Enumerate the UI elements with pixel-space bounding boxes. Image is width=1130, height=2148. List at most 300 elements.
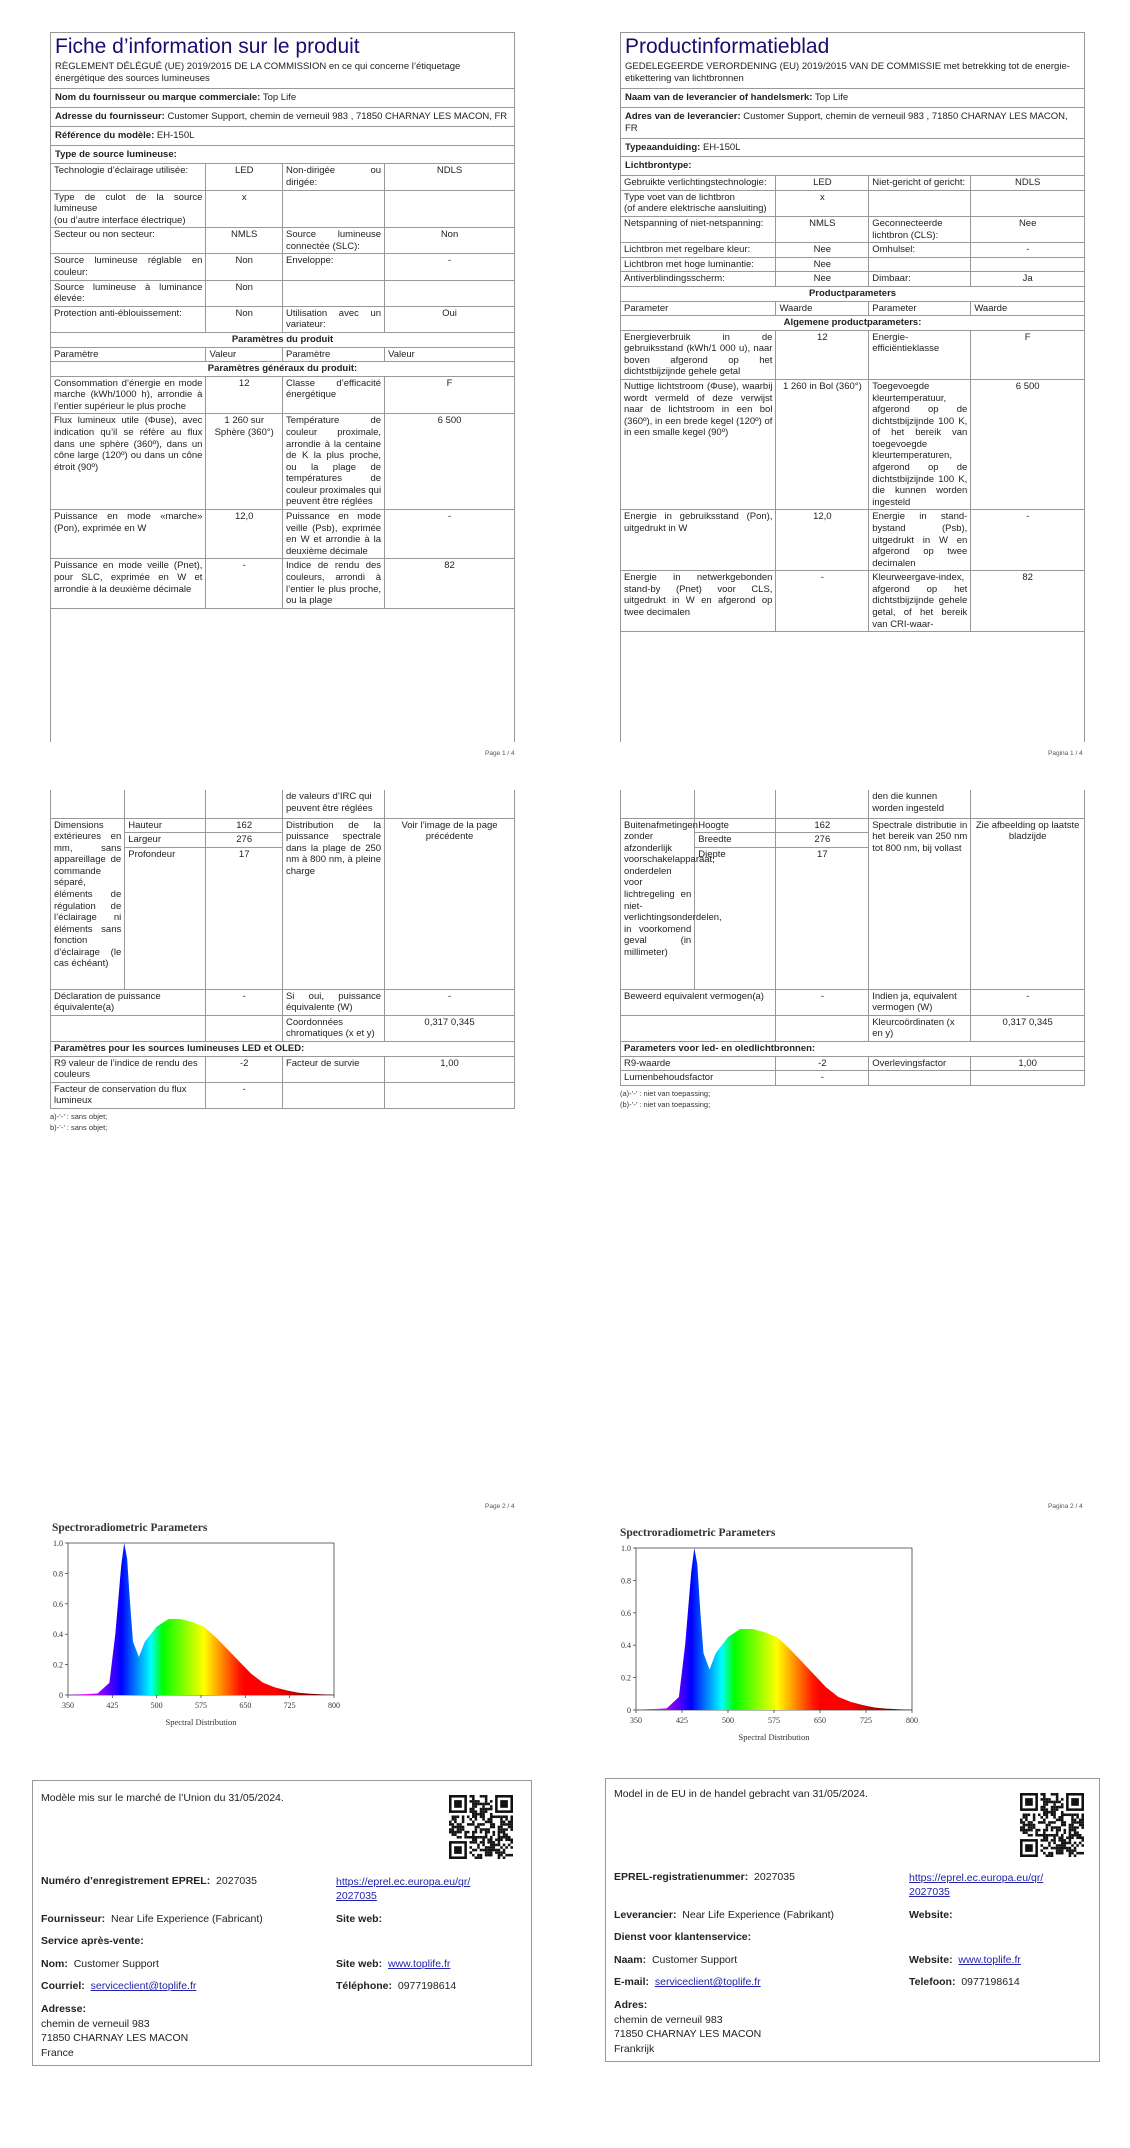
fr-g4-label: Puissance en mode veille (Pnet), pour SLC, exprimée en W et arrondie à la deuxième décimale xyxy=(51,559,206,608)
nl-supplier-value: Top Life xyxy=(814,91,849,103)
nl-contact-card xyxy=(605,1778,1100,2062)
nl-supplier-card-row xyxy=(614,1909,834,1922)
x-tick-label: 725 xyxy=(860,1716,872,1725)
spectrum-chart-nl xyxy=(608,1540,918,1750)
x-tick-label: 500 xyxy=(150,1701,163,1710)
nl-eq-value: - xyxy=(776,989,869,1015)
nl-r1-label2: Niet-gericht of gericht: xyxy=(869,176,971,191)
fr-r3-value: NMLS xyxy=(206,228,283,254)
fr-g3-label: Puissance en mode «marche» (Pon), exprimée en W xyxy=(51,510,206,559)
fr-r1-label: Technologie d’éclairage utilisée: xyxy=(51,164,206,190)
y-tick-label: 0.2 xyxy=(621,1673,631,1683)
nl-addr2: 71850 CHARNAY LES MACON xyxy=(614,2028,762,2041)
x-tick-label: 575 xyxy=(768,1716,780,1725)
fr-web2-label: Site web: xyxy=(336,1958,383,1970)
fr-ph-0: Paramètre xyxy=(51,347,206,362)
fr-page-number-1: Page 1 / 4 xyxy=(485,750,515,757)
fr-mail-label: Courriel: xyxy=(41,1980,85,1992)
table-row xyxy=(51,790,515,818)
fr-g1-value: 12 xyxy=(206,376,283,414)
nl-dim-label: Buitenafmetingen zonder afzonderlijk voorschakelapparaat, onderdelen voor lichtregeling en niet-verlichtingsonderdelen, in voorkomend geval (in millimeter) xyxy=(621,818,695,989)
fr-g4-value: - xyxy=(206,559,283,608)
nl-g3-value2: - xyxy=(971,510,1085,571)
nl-dim-width-value: 276 xyxy=(776,833,869,848)
nl-web2-row xyxy=(909,1954,1021,1967)
fr-web2-row xyxy=(336,1958,450,1971)
nl-title: Productinformatieblad xyxy=(625,35,830,58)
fr-r3-label: Secteur ou non secteur: xyxy=(51,228,206,254)
fr-p2-top: de valeurs d’IRC qui peuvent être réglées xyxy=(282,790,384,818)
table-row xyxy=(51,510,515,559)
empty-cell xyxy=(971,1071,1085,1086)
fr-g4-value2: 82 xyxy=(385,559,515,608)
fr-address-block-label: Adresse: xyxy=(41,2003,86,2015)
table-row xyxy=(621,510,1085,571)
nl-xy-value: 0,317 0,345 xyxy=(971,1015,1085,1041)
fr-r4-value2: - xyxy=(385,254,515,280)
nl-r3-value2: Nee xyxy=(971,217,1085,243)
fr-dim-width-value: 276 xyxy=(206,833,283,848)
fr-dim-height-value: 162 xyxy=(206,818,283,833)
fr-dim-depth-value: 17 xyxy=(206,847,283,989)
fr-card-supplier-value: Near Life Experience (Fabricant) xyxy=(111,1913,263,1925)
x-tick-label: 725 xyxy=(283,1701,296,1710)
fr-service-heading xyxy=(41,1935,144,1948)
y-tick-label: 0.6 xyxy=(621,1608,631,1618)
y-tick-label: 1.0 xyxy=(621,1544,631,1553)
table-row xyxy=(621,272,1085,287)
fr-model-label: Référence du modèle: xyxy=(55,129,155,141)
nl-r2-label-b: (of andere elektrische aansluiting) xyxy=(624,203,767,215)
fr-g1-value2: F xyxy=(385,376,515,414)
table-row xyxy=(621,818,1085,833)
fr-g3-value: 12,0 xyxy=(206,510,283,559)
x-tick-label: 350 xyxy=(62,1701,74,1710)
nl-eprel-label: EPREL-registratienummer: xyxy=(614,1871,749,1883)
fr-supplier-value: Top Life xyxy=(262,91,297,103)
nl-tel-row xyxy=(909,1976,1020,1989)
fr-r9-value: -2 xyxy=(206,1056,283,1082)
nl-g4-label2: Kleurweergave-index, afgerond op het dichtstbijzijnde gehele getal, of het bereik van CRI-waar- xyxy=(869,571,971,632)
nl-eprel-link[interactable]: https://eprel.ec.europa.eu/qr/2027035 xyxy=(909,1872,1044,1899)
fr-r1-label2: Non-dirigée ou dirigée: xyxy=(282,164,384,190)
fr-name-row xyxy=(41,1958,159,1971)
fr-r2-label-a: Type de culot de la source lumineuse xyxy=(54,191,203,215)
nl-address-block xyxy=(614,1998,761,2057)
nl-r9-value: -2 xyxy=(776,1056,869,1071)
fr-general-title: Paramètres généraux du produit: xyxy=(51,362,515,377)
fr-g2-value: 1 260 sur Sphère (360°) xyxy=(206,414,283,510)
x-axis-label: Spectral Distribution xyxy=(165,1717,237,1727)
nl-r6-value: Nee xyxy=(776,272,869,287)
fr-r6-value: Non xyxy=(206,306,283,332)
nl-spd-value: Zie afbeelding op laatste bladzijde xyxy=(971,818,1085,989)
fr-r1-value2: NDLS xyxy=(385,164,515,190)
table-row xyxy=(621,316,1085,331)
nl-regulation: GEDELEGEERDE VERORDENING (EU) 2019/2015 VAN DE COMMISSIE met betrekking tot de energie-etikettering van lichtbronnen xyxy=(621,61,1084,89)
fr-email-link[interactable]: serviceclient@toplife.fr xyxy=(90,1980,197,1992)
table-row xyxy=(51,306,515,332)
empty-cell xyxy=(206,790,283,818)
nl-address-block-label: Adres: xyxy=(614,1999,648,2011)
fr-website-link[interactable]: www.toplife.fr xyxy=(387,1958,451,1970)
nl-email-link[interactable]: serviceclient@toplife.fr xyxy=(654,1976,761,1988)
fr-lumen-label: Facteur de conservation du flux lumineux xyxy=(51,1082,206,1108)
nl-g3-label2: Energie in stand-bystand (Psb), uitgedrukt in W en afgerond op twee decimalen xyxy=(869,510,971,571)
empty-cell xyxy=(869,1071,971,1086)
fr-footnote-a: a)-’-’ : sans objet; xyxy=(50,1111,108,1121)
y-tick-label: 0 xyxy=(59,1691,63,1700)
table-row xyxy=(51,164,515,190)
fr-r3-label2: Source lumineuse connectée (SLC): xyxy=(282,228,384,254)
fr-ph-2: Paramètre xyxy=(282,347,384,362)
nl-r5-label: Lichtbron met hoge luminantie: xyxy=(621,257,776,272)
table-row xyxy=(51,254,515,280)
fr-table-page2 xyxy=(50,790,515,1109)
fr-r5-label: Source lumineuse à luminance élevée: xyxy=(51,280,206,306)
nl-eprel-row xyxy=(614,1871,795,1884)
empty-cell xyxy=(776,790,869,818)
nl-r1-label: Gebruikte verlichtingstechnologie: xyxy=(621,176,776,191)
fr-spd-label: Distribution de la puissance spectrale dans la plage de 250 nm à 800 nm, à pleine charge xyxy=(282,818,384,989)
table-row xyxy=(51,376,515,414)
table-row xyxy=(51,332,515,347)
nl-r2-label-a: Type voet van de lichtbron xyxy=(624,191,735,203)
nl-r3-value: NMLS xyxy=(776,217,869,243)
fr-r5-value: Non xyxy=(206,280,283,306)
chart-title-nl: Spectroradiometric Parameters xyxy=(620,1527,776,1539)
fr-sheet-page2 xyxy=(50,790,515,1133)
empty-cell xyxy=(125,790,206,818)
nl-eq2-value: - xyxy=(971,989,1085,1015)
x-tick-label: 500 xyxy=(722,1716,734,1725)
fr-r4-value: Non xyxy=(206,254,283,280)
x-tick-label: 650 xyxy=(814,1716,826,1725)
empty-cell xyxy=(971,190,1085,216)
nl-footnote-a: (a)-’-’ : niet van toepassing; xyxy=(620,1088,711,1098)
nl-g2-value2: 6 500 xyxy=(971,379,1085,509)
nl-card-supplier-value: Near Life Experience (Fabrikant) xyxy=(682,1909,835,1921)
nl-survival-label: Overlevingsfactor xyxy=(869,1056,971,1071)
nl-led-title: Parameters voor led- en oledlichtbronnen: xyxy=(621,1041,1085,1056)
nl-spd-label: Spectrale distributie in het bereik van 250 nm tot 800 nm, bij vollast xyxy=(869,818,971,989)
nl-model-label: Typeaanduiding: xyxy=(625,141,701,153)
fr-supplier-label: Nom du fournisseur ou marque commerciale: xyxy=(55,91,261,103)
fr-eq-value: - xyxy=(206,989,283,1015)
nl-r3-label: Netspanning of niet-netspanning: xyxy=(621,217,776,243)
nl-g1-label2: Energie-efficiëntieklasse xyxy=(869,330,971,379)
nl-supplier-label: Naam van de leverancier of handelsmerk: xyxy=(625,91,813,103)
empty-cell xyxy=(385,1082,515,1108)
y-tick-label: 0.4 xyxy=(621,1641,631,1651)
fr-dim-width-label: Largeur xyxy=(125,833,206,848)
table-row xyxy=(621,379,1085,509)
nl-g4-value: - xyxy=(776,571,869,632)
x-tick-label: 425 xyxy=(106,1701,119,1710)
table-row xyxy=(621,301,1085,316)
table-row xyxy=(621,217,1085,243)
nl-r3-label2: Geconnecteerde lichtbron (CLS): xyxy=(869,217,971,243)
nl-r4-value: Nee xyxy=(776,243,869,258)
nl-name-value: Customer Support xyxy=(651,1954,738,1966)
table-row xyxy=(51,190,515,228)
nl-r4-value2: - xyxy=(971,243,1085,258)
table-row xyxy=(621,176,1085,191)
fr-footnote-b: b)-’-’ : sans objet; xyxy=(50,1123,108,1133)
empty-cell xyxy=(385,190,515,228)
fr-website-label-text: Site web: xyxy=(336,1913,383,1925)
empty-cell xyxy=(282,190,384,228)
fr-ph-3: Valeur xyxy=(385,347,515,362)
table-row xyxy=(51,414,515,510)
table-row xyxy=(621,989,1085,1015)
nl-r5-value: Nee xyxy=(776,257,869,272)
table-row xyxy=(51,347,515,362)
nl-params-title: Productparameters xyxy=(621,286,1085,301)
fr-tel-value: 0977198614 xyxy=(397,1980,457,1992)
fr-card-supplier-label: Fournisseur: xyxy=(41,1913,106,1925)
nl-tel-label: Telefoon: xyxy=(909,1976,956,1988)
nl-mail-row xyxy=(614,1976,761,1989)
fr-addr2: 71850 CHARNAY LES MACON xyxy=(41,2032,189,2045)
fr-addr3: France xyxy=(41,2047,74,2060)
fr-dim-height-label: Hauteur xyxy=(125,818,206,833)
nl-r2-label xyxy=(621,190,776,216)
fr-eq2-value: - xyxy=(385,989,515,1015)
fr-g4-label2: Indice de rendu des couleurs, arrondi à l’entier le plus proche, ou la plage xyxy=(282,559,384,608)
empty-cell xyxy=(869,190,971,216)
nl-addr3: Frankrijk xyxy=(614,2043,655,2056)
nl-address-label: Adres van de leverancier: xyxy=(625,110,741,122)
nl-table-page1 xyxy=(620,175,1085,632)
fr-eq2-label: Si oui, puissance équivalente (W) xyxy=(282,989,384,1015)
fr-ph-1: Valeur xyxy=(206,347,283,362)
fr-address-value: Customer Support, chemin de verneuil 983 , 71850 CHARNAY LES MACON, FR xyxy=(167,110,508,122)
empty-cell xyxy=(971,790,1085,818)
table-row xyxy=(621,243,1085,258)
fr-model-row xyxy=(51,127,514,146)
fr-r2-label xyxy=(51,190,206,228)
fr-eprel-label: Numéro d’enregistrement EPREL: xyxy=(41,1875,211,1887)
nl-g3-value: 12,0 xyxy=(776,510,869,571)
fr-r1-value: LED xyxy=(206,164,283,190)
fr-supplier-card-row xyxy=(41,1913,263,1926)
nl-service-text: Dienst voor klantenservice: xyxy=(614,1931,752,1943)
nl-model-row xyxy=(621,139,1084,158)
y-tick-label: 0.6 xyxy=(53,1599,63,1609)
fr-led-title: Paramètres pour les sources lumineuses LED et OLED: xyxy=(51,1041,515,1056)
nl-supplier-row xyxy=(621,89,1084,108)
qr-code-icon xyxy=(1020,1793,1084,1857)
nl-page-number-2: Pagina 2 / 4 xyxy=(1048,1503,1083,1510)
table-row xyxy=(51,1041,515,1056)
fr-placed-on-market: Modèle mis sur le marché de l’Union du 31/05/2024. xyxy=(41,1792,284,1804)
fr-r2-label-b: (ou d’autre interface électrique) xyxy=(54,214,186,226)
nl-p2-top: den die kunnen worden ingesteld xyxy=(869,790,971,818)
fr-r6-value2: Oui xyxy=(385,306,515,332)
nl-lumen-label: Lumenbehoudsfactor xyxy=(621,1071,776,1086)
table-row xyxy=(621,257,1085,272)
x-tick-label: 800 xyxy=(328,1701,340,1710)
nl-website-label-text: Website: xyxy=(909,1909,953,1921)
fr-r6-label2: Utilisation avec un variateur: xyxy=(282,306,384,332)
nl-xy-label: Kleurcoördinaten (x en y) xyxy=(869,1015,971,1041)
table-row xyxy=(621,790,1085,818)
x-tick-label: 575 xyxy=(195,1701,207,1710)
nl-dim-height-value: 162 xyxy=(776,818,869,833)
nl-eq2-label: Indien ja, equivalent vermogen (W) xyxy=(869,989,971,1015)
nl-dim-depth-value: 17 xyxy=(776,847,869,989)
table-row xyxy=(621,1056,1085,1071)
fr-sheet-page1 xyxy=(50,32,515,742)
fr-page-number-2: Page 2 / 4 xyxy=(485,1503,515,1510)
nl-table-page2 xyxy=(620,790,1085,1086)
nl-sheet-page1 xyxy=(620,32,1085,742)
nl-ph-0: Parameter xyxy=(621,301,776,316)
nl-ph-1: Waarde xyxy=(776,301,869,316)
fr-model-value: EH-150L xyxy=(156,129,195,141)
table-row xyxy=(621,190,1085,216)
fr-tel-row xyxy=(336,1980,456,1993)
table-row xyxy=(621,571,1085,632)
nl-g1-label: Energieverbruik in de gebruiksstand (kWh/1 000 u), naar boven afgerond op het dichtstbijzijnde gehele getal xyxy=(621,330,776,379)
nl-source-type: Lichtbrontype: xyxy=(625,160,692,172)
nl-sheet-page2 xyxy=(620,790,1085,1110)
nl-card-supplier-label: Leverancier: xyxy=(614,1909,677,1921)
fr-tel-label: Téléphone: xyxy=(336,1980,393,1992)
fr-r6-label: Protection anti-éblouissement: xyxy=(51,306,206,332)
nl-service-heading xyxy=(614,1931,751,1944)
fr-mail-row xyxy=(41,1980,196,1993)
nl-tel-value: 0977198614 xyxy=(961,1976,1020,1988)
table-row xyxy=(51,1056,515,1082)
fr-name-value: Customer Support xyxy=(73,1958,159,1970)
nl-dim-height-label: Hoogte xyxy=(695,818,776,833)
y-tick-label: 0 xyxy=(627,1706,631,1715)
fr-dim-depth-label: Profondeur xyxy=(125,847,206,989)
table-row xyxy=(621,1071,1085,1086)
nl-g4-value2: 82 xyxy=(971,571,1085,632)
fr-eprel-row xyxy=(41,1875,257,1888)
empty-cell xyxy=(282,280,384,306)
nl-card-website-label xyxy=(909,1909,953,1922)
empty-cell xyxy=(621,790,695,818)
fr-name-label: Nom: xyxy=(41,1958,68,1970)
table-row xyxy=(51,1082,515,1108)
nl-placed-on-market: Model in de EU in de handel gebracht van 31/05/2024. xyxy=(614,1788,868,1800)
nl-dim-depth-label: Diepte xyxy=(695,847,776,989)
empty-cell xyxy=(776,1015,869,1041)
fr-contact-card xyxy=(32,1780,532,2066)
fr-supplier-row xyxy=(51,89,514,108)
empty-cell xyxy=(282,1082,384,1108)
y-tick-label: 0.2 xyxy=(53,1660,63,1670)
nl-eq-label: Beweerd equivalent vermogen(a) xyxy=(621,989,776,1015)
nl-ph-2: Parameter xyxy=(869,301,971,316)
fr-eprel-value: 2027035 xyxy=(216,1875,257,1887)
empty-cell xyxy=(695,790,776,818)
nl-page-number-1: Pagina 1 / 4 xyxy=(1048,750,1083,757)
fr-spd-value: Voir l’image de la page précédente xyxy=(385,818,515,989)
x-tick-label: 425 xyxy=(676,1716,688,1725)
fr-addr1: chemin de verneuil 983 xyxy=(41,2017,150,2030)
empty-cell xyxy=(51,1015,206,1041)
y-tick-label: 1.0 xyxy=(53,1539,63,1548)
x-tick-label: 800 xyxy=(906,1716,918,1725)
table-row xyxy=(51,989,515,1015)
table-row xyxy=(621,330,1085,379)
fr-r4-label2: Enveloppe: xyxy=(282,254,384,280)
nl-footnote-b: (b)-’-’ : niet van toepassing; xyxy=(620,1099,711,1109)
table-row xyxy=(51,280,515,306)
nl-g2-label: Nuttige lichtstroom (Φuse), waarbij wordt vermeld of deze verwijst naar de lichtstroom in een bol (360º), in een brede kegel (120º) of in een smalle kegel (90º) xyxy=(621,379,776,509)
spectrum-chart-fr xyxy=(40,1535,340,1735)
fr-r4-label: Source lumineuse réglable en couleur: xyxy=(51,254,206,280)
fr-g2-label2: Température de couleur proximale, arrondie à la centaine de K la plus proche, ou la plage de températures de couleur proximales qui peuvent être réglées xyxy=(282,414,384,510)
fr-address-block xyxy=(41,2002,188,2061)
nl-dim-width-label: Breedte xyxy=(695,833,776,848)
nl-lumen-value: - xyxy=(776,1071,869,1086)
table-row xyxy=(621,1015,1085,1041)
chart-title-fr: Spectroradiometric Parameters xyxy=(52,1522,208,1534)
empty-cell xyxy=(51,790,125,818)
nl-r6-label2: Dimbaar: xyxy=(869,272,971,287)
nl-g2-value: 1 260 in Bol (360°) xyxy=(776,379,869,509)
table-row xyxy=(51,559,515,608)
nl-name-row xyxy=(614,1954,737,1967)
y-tick-label: 0.8 xyxy=(53,1569,63,1579)
empty-cell xyxy=(971,257,1085,272)
table-row xyxy=(51,228,515,254)
fr-card-website-label xyxy=(336,1913,382,1926)
nl-address-row xyxy=(621,108,1084,139)
fr-g2-label: Flux lumineux utile (Φuse), avec indication qu’il se réfère au flux dans une sphère (360º), dans un cône large (120º) ou dans un cône étroit (90º) xyxy=(51,414,206,510)
fr-g3-label2: Puissance en mode veille (Psb), exprimée en W et arrondie à la deuxième décimale xyxy=(282,510,384,559)
fr-params-title: Paramètres du produit xyxy=(51,332,515,347)
nl-r6-label: Antiverblindingsscherm: xyxy=(621,272,776,287)
nl-r6-value2: Ja xyxy=(971,272,1085,287)
table-row xyxy=(621,1041,1085,1056)
fr-xy-label: Coordonnées chromatiques (x et y) xyxy=(282,1015,384,1041)
fr-eprel-link[interactable]: https://eprel.ec.europa.eu/qr/2027035 xyxy=(336,1876,471,1903)
nl-website-link[interactable]: www.toplife.fr xyxy=(958,1954,1021,1966)
empty-cell xyxy=(206,1015,283,1041)
fr-survival-label: Facteur de survie xyxy=(282,1056,384,1082)
nl-g1-value2: F xyxy=(971,330,1085,379)
nl-addr1: chemin de verneuil 983 xyxy=(614,2013,723,2026)
fr-address-label: Adresse du fournisseur: xyxy=(55,110,165,122)
fr-regulation: RÈGLEMENT DÉLÉGUÉ (UE) 2019/2015 DE LA COMMISSION en ce qui concerne l’étiquetage énergétique des sources lumineuses xyxy=(51,61,514,89)
nl-general-title: Algemene productparameters: xyxy=(621,316,1085,331)
fr-g2-value2: 6 500 xyxy=(385,414,515,510)
nl-g4-label: Energie in netwerkgebonden stand-by (Pnet) voor CLS, uitgedrukt in W en afgerond op twee decimalen xyxy=(621,571,776,632)
fr-address-row xyxy=(51,108,514,127)
fr-service-text: Service après-vente: xyxy=(41,1935,144,1947)
table-row xyxy=(621,286,1085,301)
qr-code-icon xyxy=(449,1795,513,1859)
nl-r4-label: Lichtbron met regelbare kleur: xyxy=(621,243,776,258)
nl-r2-value: x xyxy=(776,190,869,216)
nl-r1-value2: NDLS xyxy=(971,176,1085,191)
nl-g3-label: Energie in gebruiksstand (Pon), uitgedrukt in W xyxy=(621,510,776,571)
nl-web2-label: Website: xyxy=(909,1954,953,1966)
fr-g3-value2: - xyxy=(385,510,515,559)
table-row xyxy=(51,1015,515,1041)
nl-model-value: EH-150L xyxy=(702,141,741,153)
nl-g2-label2: Toegevoegde kleurtemperatuur, afgerond op de dichtstbijzijnde 100 K, of het bereik van toegevoegde kleurtemperaturen, afgerond op de dichtstbijzijnde 100 K, die kunnen worden ingesteld xyxy=(869,379,971,509)
fr-table-page1 xyxy=(50,163,515,608)
nl-ph-3: Waarde xyxy=(971,301,1085,316)
